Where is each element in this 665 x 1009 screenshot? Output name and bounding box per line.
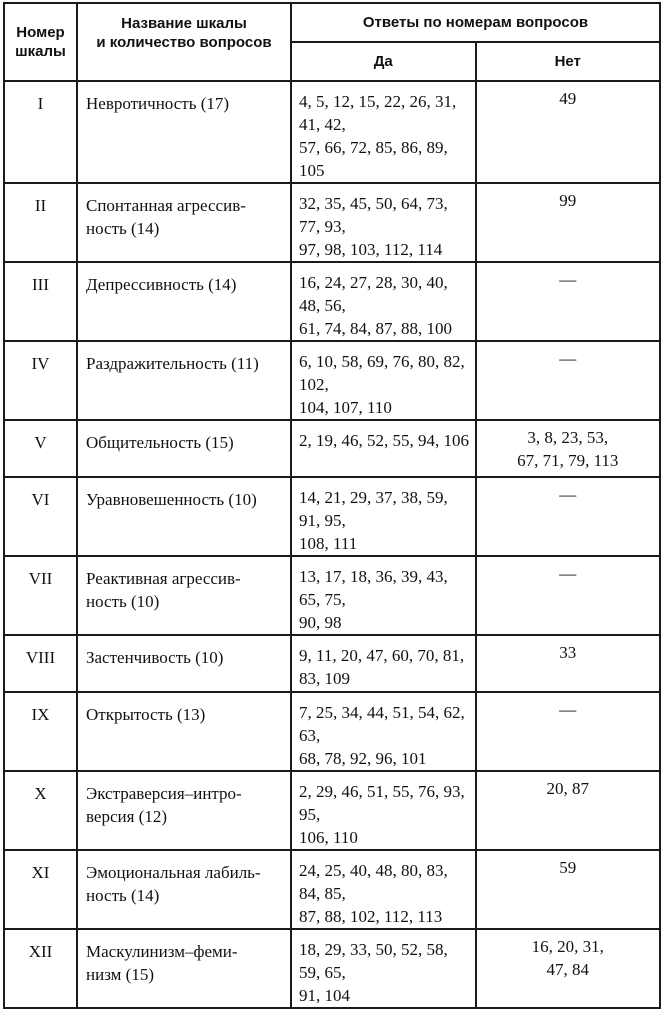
scale-name [77,81,291,183]
scale-name [77,929,291,1008]
no-answers [476,635,661,692]
no-answers [476,556,661,635]
yes-answers-text: 6, 10, 58, 69, 76, 80, 82, 102, 104, 107, 110 [299,352,465,417]
no-answers-text: — [559,349,577,368]
scale-number: VIII [4,635,77,692]
yes-answers [291,635,476,692]
scale-name-text: Невротичность (17) [86,94,230,113]
table-row [4,850,660,929]
no-answers-text: — [559,485,577,504]
scale-name-text: Застенчивость (10) [86,648,224,667]
scale-name [77,850,291,929]
table-row [4,420,660,477]
scale-number: VII [4,556,77,635]
scale-number: II [4,183,77,262]
scale-name-text: Маскулинизм–феми- низм (15) [86,942,238,984]
no-answers-text: — [559,270,577,289]
yes-answers [291,81,476,183]
yes-answers-text: 4, 5, 12, 15, 22, 26, 31, 41, 42, 57, 66, 72, 85, 86, 89, 105 [299,92,457,180]
scale-name [77,183,291,262]
yes-answers-text: 9, 11, 20, 47, 60, 70, 81, 83, 109 [299,646,465,688]
scale-name [77,771,291,850]
no-answers [476,850,661,929]
header-no: Нет [476,42,661,81]
no-answers [476,81,661,183]
scale-number: IV [4,341,77,420]
table-row [4,477,660,556]
scale-name-text: Общительность (15) [86,433,234,452]
no-answers [476,477,661,556]
no-answers [476,929,661,1008]
yes-answers [291,929,476,1008]
scale-name-text: Реактивная агрессив- ность (10) [86,569,241,611]
yes-answers-text: 2, 29, 46, 51, 55, 76, 93, 95, 106, 110 [299,782,465,847]
no-answers [476,771,661,850]
yes-answers [291,420,476,477]
no-answers [476,262,661,341]
no-answers-text: 59 [559,858,577,877]
table-body [4,81,660,1008]
header-scale-number [4,3,77,81]
yes-answers-text: 24, 25, 40, 48, 80, 83, 84, 85, 87, 88, 102, 112, 113 [299,861,448,926]
yes-answers [291,183,476,262]
scale-name-text: Спонтанная агрессив- ность (14) [86,196,246,238]
scale-name [77,262,291,341]
scale-name-text: Эмоциональная лабиль- ность (14) [86,863,261,905]
yes-answers [291,850,476,929]
no-answers [476,183,661,262]
scale-name-text: Экстраверсия–интро- версия (12) [86,784,242,826]
no-answers [476,692,661,771]
table-header [4,3,660,81]
yes-answers [291,262,476,341]
scale-number: VI [4,477,77,556]
no-answers-text: — [559,700,577,719]
no-answers-text: 99 [559,191,577,210]
yes-answers [291,556,476,635]
yes-answers [291,692,476,771]
table-row [4,635,660,692]
yes-answers-text: 2, 19, 46, 52, 55, 94, 106 [299,431,469,450]
scale-number: V [4,420,77,477]
scale-number: XII [4,929,77,1008]
table-row [4,81,660,183]
table-row [4,771,660,850]
yes-answers-text: 13, 17, 18, 36, 39, 43, 65, 75, 90, 98 [299,567,448,632]
scale-name [77,692,291,771]
table-row [4,929,660,1008]
no-answers-text: 16, 20, 31, 47, 84 [531,937,604,979]
no-answers-text: 20, 87 [546,779,589,798]
scale-name [77,420,291,477]
table-row [4,692,660,771]
scale-name-text: Раздражительность (11) [86,354,259,373]
header-scale-name-text: Название шкалы и количество вопросов [96,15,272,51]
yes-answers [291,771,476,850]
table-row [4,262,660,341]
header-answers: Ответы по номерам вопросов [291,3,660,42]
scale-number: IX [4,692,77,771]
header-yes: Да [291,42,476,81]
yes-answers-text: 18, 29, 33, 50, 52, 58, 59, 65, 91, 104 [299,940,448,1005]
scale-number: I [4,81,77,183]
no-answers-text: 49 [559,89,577,108]
yes-answers-text: 32, 35, 45, 50, 64, 73, 77, 93, 97, 98, 103, 112, 114 [299,194,448,259]
scales-table [3,2,661,1009]
no-answers [476,420,661,477]
no-answers [476,341,661,420]
scale-name [77,341,291,420]
scale-name-text: Открытость (13) [86,705,206,724]
scale-number: III [4,262,77,341]
no-answers-text: — [559,564,577,583]
yes-answers-text: 7, 25, 34, 44, 51, 54, 62, 63, 68, 78, 92, 96, 101 [299,703,465,768]
yes-answers [291,477,476,556]
scale-name [77,477,291,556]
scale-number: XI [4,850,77,929]
table-row [4,341,660,420]
table-row [4,556,660,635]
scale-name [77,556,291,635]
scale-name-text: Уравновешенность (10) [86,490,257,509]
no-answers-text: 33 [559,643,577,662]
header-scale-name [77,3,291,81]
yes-answers-text: 14, 21, 29, 37, 38, 59, 91, 95, 108, 111 [299,488,448,553]
scale-number: X [4,771,77,850]
no-answers-text: 3, 8, 23, 53, 67, 71, 79, 113 [517,428,619,470]
scale-name [77,635,291,692]
header-scale-number-text: Номер шкалы [15,24,66,60]
table-row [4,183,660,262]
scale-name-text: Депрессивность (14) [86,275,237,294]
yes-answers [291,341,476,420]
yes-answers-text: 16, 24, 27, 28, 30, 40, 48, 56, 61, 74, 84, 87, 88, 100 [299,273,452,338]
